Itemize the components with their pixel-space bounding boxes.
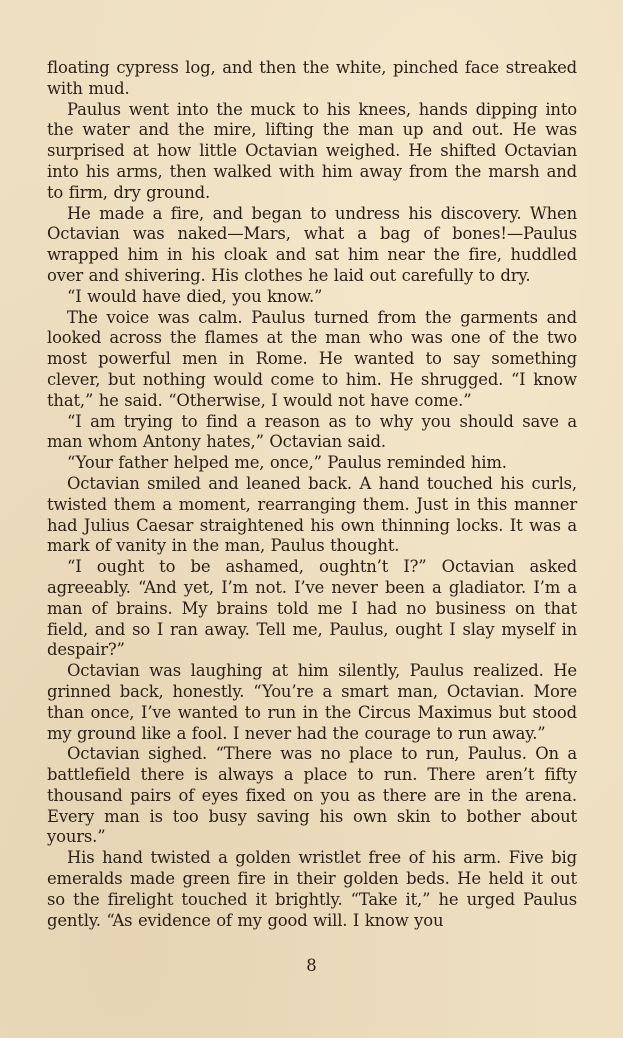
paragraph: “Your father helped me, once,” Paulus reminded him. — [67, 453, 507, 473]
paragraph: Octavian was laughing at him silently, Paulus realized. He grinned back, honestly. “You’re a smart man, Octavian. More than once, I’ve wanted to run in the Circus Maximus but stood my ground like a fool. I never had the courage to run away.” — [47, 661, 577, 743]
paragraph: His hand twisted a golden wristlet free of his arm. Five big emeralds made green fire in their golden beds. He held it out so the firelight touched it brightly. “Take it,” he urged Paulus gently. “As evidence of my good will. I know you — [47, 848, 577, 930]
paragraph: Octavian sighed. “There was no place to run, Paulus. On a battlefield there is always a place to run. There aren’t fifty thousand pairs of eyes fixed on you as there are in the arena. Every man is too busy saving his own skin to bother about yours.” — [47, 744, 577, 847]
body-text — [47, 58, 577, 931]
paragraph: He made a fire, and began to undress his discovery. When Octavian was naked—Mars, what a bag of bones!—Paulus wrapped him in his cloak and sat him near the fire, huddled over and shivering. His clothes he laid out carefully to dry. — [47, 203, 577, 285]
paragraph: “I would have died, you know.” — [67, 286, 323, 306]
page-number: 8 — [306, 956, 317, 975]
paragraph: floating cypress log, and then the white, pinched face streaked with mud. — [47, 58, 577, 98]
paragraph: The voice was calm. Paulus turned from the garments and looked across the flames at the man who was one of the two most powerful men in Rome. He wanted to say something clever, but nothing would come to him. He shrugged. “I know that,” he said. “Otherwise, I would not have come.” — [47, 307, 577, 410]
paragraph: “I am trying to find a reason as to why you should save a man whom Antony hates,” Octavian said. — [47, 411, 577, 452]
paragraph: Octavian smiled and leaned back. A hand touched his curls, twisted them a moment, rearranging them. Just in this manner had Julius Caesar straightened his own thinning locks. It was a mark of vanity in the man, Paulus thought. — [47, 473, 577, 556]
paragraph: Paulus went into the muck to his knees, hands dipping into the water and the mire, lifting the man up and out. He was surprised at how little Octavian weighed. He shifted Octavian into his arms, then walked with him away from the marsh and to firm, dry ground. — [47, 99, 577, 202]
paragraph: “I ought to be ashamed, oughtn’t I?” Octavian asked agreeably. “And yet, I’m not. I’ve never been a gladiator. I’m a man of brains. My brains told me I had no business on that field, and so I ran away. Tell me, Paulus, ought I slay myself in despair?” — [47, 557, 577, 660]
